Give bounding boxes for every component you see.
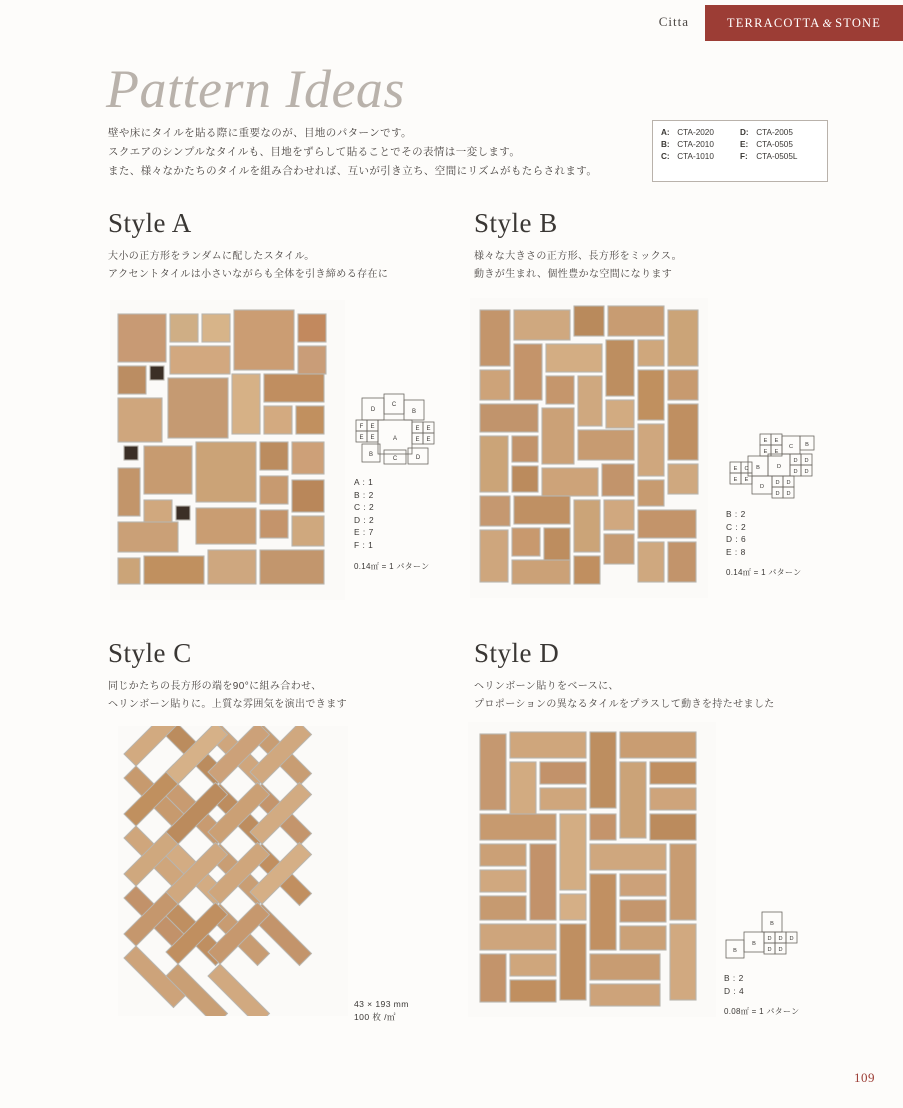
svg-text:D: D — [759, 484, 765, 490]
svg-text:D: D — [804, 469, 809, 475]
code-key: F: — [739, 151, 748, 161]
svg-text:E: E — [370, 435, 375, 441]
svg-text:B: B — [770, 921, 774, 927]
style-d-desc-line-1: ヘリンボーン貼りをベースに、 — [474, 681, 619, 692]
legend-item: A : 1 — [354, 477, 374, 487]
svg-text:E: E — [744, 477, 749, 483]
style-c-tile-illustration — [118, 726, 348, 1016]
brand-logo — [705, 5, 903, 41]
intro-line-1: 壁や床にタイルを貼る際に重要なのが、目地のパターンです。 — [108, 127, 412, 139]
style-d-heading: Style D — [474, 638, 560, 668]
svg-text:D: D — [789, 936, 794, 942]
product-code-box — [652, 120, 828, 182]
legend-item: B : 2 — [726, 509, 746, 519]
style-a-description — [108, 248, 458, 284]
style-b-legend-note: 0.14㎡ = 1 パターン — [726, 568, 802, 578]
legend-item: D : 4 — [724, 985, 745, 996]
legend-item: E : 8 — [726, 546, 746, 557]
style-a-block — [108, 208, 458, 284]
intro-paragraph — [108, 124, 638, 181]
legend-item: F : 1 — [354, 539, 374, 550]
code-value: CTA-0505 — [756, 140, 793, 150]
style-b-desc-line-2: 動きが生まれ、個性豊かな空間になります — [474, 269, 673, 280]
svg-text:E: E — [426, 426, 431, 432]
svg-text:B: B — [752, 941, 756, 947]
style-d-block — [474, 638, 854, 714]
svg-text:D: D — [804, 458, 809, 464]
intro-line-3: また、様々なかたちのタイルを組み合わせれば、互いが引き立ち、空間にリズムがもたらされます。 — [108, 165, 598, 177]
svg-text:E: E — [370, 424, 375, 430]
table-row — [661, 151, 819, 163]
style-b-diagram — [726, 432, 822, 502]
svg-text:E: E — [733, 466, 738, 472]
style-b-heading: Style B — [474, 208, 558, 238]
style-c-block — [108, 638, 458, 714]
code-value: CTA-2010 — [677, 140, 714, 150]
svg-text:D: D — [793, 458, 798, 464]
table-row — [661, 139, 819, 151]
svg-text:B: B — [805, 442, 809, 448]
svg-text:E: E — [774, 449, 779, 455]
code-key: A: — [661, 128, 670, 138]
code-value: CTA-2020 — [677, 128, 714, 138]
svg-text:E: E — [774, 438, 779, 444]
style-a-desc-line-2: アクセントタイルは小さいながらも全体を引き締める存在に — [108, 269, 389, 280]
code-key: B: — [661, 140, 670, 150]
svg-text:B: B — [756, 465, 760, 471]
legend-item: E : 7 — [354, 527, 374, 538]
style-b-desc-line-1: 様々な大きさの正方形、長方形をミックス。 — [474, 251, 682, 262]
legend-item: B : 2 — [354, 489, 374, 500]
style-c-spec-qty: 100 枚 /㎡ — [354, 1012, 396, 1022]
style-d-diagram — [724, 910, 820, 966]
svg-text:D: D — [778, 936, 783, 942]
svg-text:D: D — [767, 947, 772, 953]
svg-text:F: F — [359, 424, 364, 430]
svg-text:D: D — [415, 455, 421, 461]
citta-label: Citta — [658, 14, 689, 29]
style-a-desc-line-1: 大小の正方形をランダムに配したスタイル。 — [108, 251, 315, 262]
style-a-heading: Style A — [108, 208, 192, 238]
svg-text:D: D — [776, 464, 782, 470]
svg-text:B: B — [733, 948, 737, 954]
style-d-legend-note: 0.08㎡ = 1 パターン — [724, 1007, 800, 1017]
legend-item: B : 2 — [724, 973, 744, 983]
svg-text:E: E — [359, 435, 364, 441]
code-key: D: — [739, 128, 749, 138]
style-b-legend — [726, 432, 826, 578]
style-d-desc-line-2: プロポーションの異なるタイルをプラスして動きを持たせました — [474, 699, 775, 710]
brand-ampersand: & — [822, 15, 834, 30]
style-c-spec-size: 43 × 193 mm — [354, 999, 409, 1009]
svg-text:A: A — [392, 436, 398, 442]
style-d-legend-list — [724, 972, 824, 997]
code-value: CTA-2005 — [756, 128, 793, 138]
svg-text:D: D — [775, 480, 780, 486]
style-b-description — [474, 248, 834, 284]
svg-text:D: D — [786, 491, 791, 497]
style-b-legend-list — [726, 508, 826, 558]
legend-item: D : 6 — [726, 534, 747, 545]
product-code-table — [661, 127, 819, 162]
svg-text:D: D — [778, 947, 783, 953]
style-d-tile-illustration — [468, 722, 716, 1017]
style-a-legend — [354, 392, 450, 572]
style-c-description — [108, 678, 458, 714]
style-c-desc-line-2: ヘリンボーン貼りに。上質な雰囲気を演出できます — [108, 699, 347, 710]
svg-text:C: C — [392, 456, 398, 462]
svg-text:D: D — [370, 407, 376, 413]
svg-text:E: E — [415, 437, 420, 443]
page-title: Pattern Ideas — [106, 59, 405, 119]
svg-text:E: E — [733, 477, 738, 483]
svg-text:C: C — [788, 444, 794, 450]
table-row — [661, 127, 819, 139]
code-key: C: — [661, 151, 670, 161]
svg-text:E: E — [763, 449, 768, 455]
style-b-block — [474, 208, 834, 284]
svg-text:B: B — [368, 452, 374, 458]
svg-text:D: D — [775, 491, 780, 497]
svg-text:B: B — [411, 409, 417, 415]
brand-right-text: STONE — [835, 15, 882, 30]
style-b-tile-illustration — [470, 298, 708, 598]
brand-left-text: TERRACOTTA — [726, 15, 821, 30]
style-d-legend — [724, 910, 824, 1017]
style-c-heading: Style C — [108, 638, 192, 668]
page-number: 109 — [854, 1070, 875, 1085]
code-value: CTA-1010 — [677, 151, 714, 161]
svg-text:C: C — [391, 402, 397, 408]
page-header — [0, 0, 903, 46]
style-a-diagram — [354, 392, 446, 470]
svg-text:E: E — [426, 437, 431, 443]
svg-text:E: E — [415, 426, 420, 432]
legend-item: D : 2 — [354, 514, 375, 525]
svg-text:C: C — [744, 466, 749, 472]
intro-line-2: スクエアのシンプルなタイルも、目地をずらして貼ることでその表情は一変します。 — [108, 146, 521, 158]
style-a-legend-note: 0.14㎡ = 1 パターン — [354, 561, 430, 571]
svg-text:D: D — [793, 469, 798, 475]
style-d-description — [474, 678, 854, 714]
style-c-spec — [354, 998, 409, 1024]
svg-text:D: D — [786, 480, 791, 486]
svg-text:D: D — [767, 936, 772, 942]
legend-item: C : 2 — [354, 502, 375, 513]
code-value: CTA-0505L — [756, 151, 798, 161]
style-a-tile-illustration — [110, 300, 345, 600]
code-key: E: — [739, 140, 749, 150]
style-c-desc-line-1: 同じかたちの長方形の端を90°に組み合わせ、 — [108, 681, 322, 692]
legend-item: C : 2 — [726, 521, 747, 532]
style-a-legend-list — [354, 476, 450, 552]
svg-text:E: E — [763, 438, 768, 444]
